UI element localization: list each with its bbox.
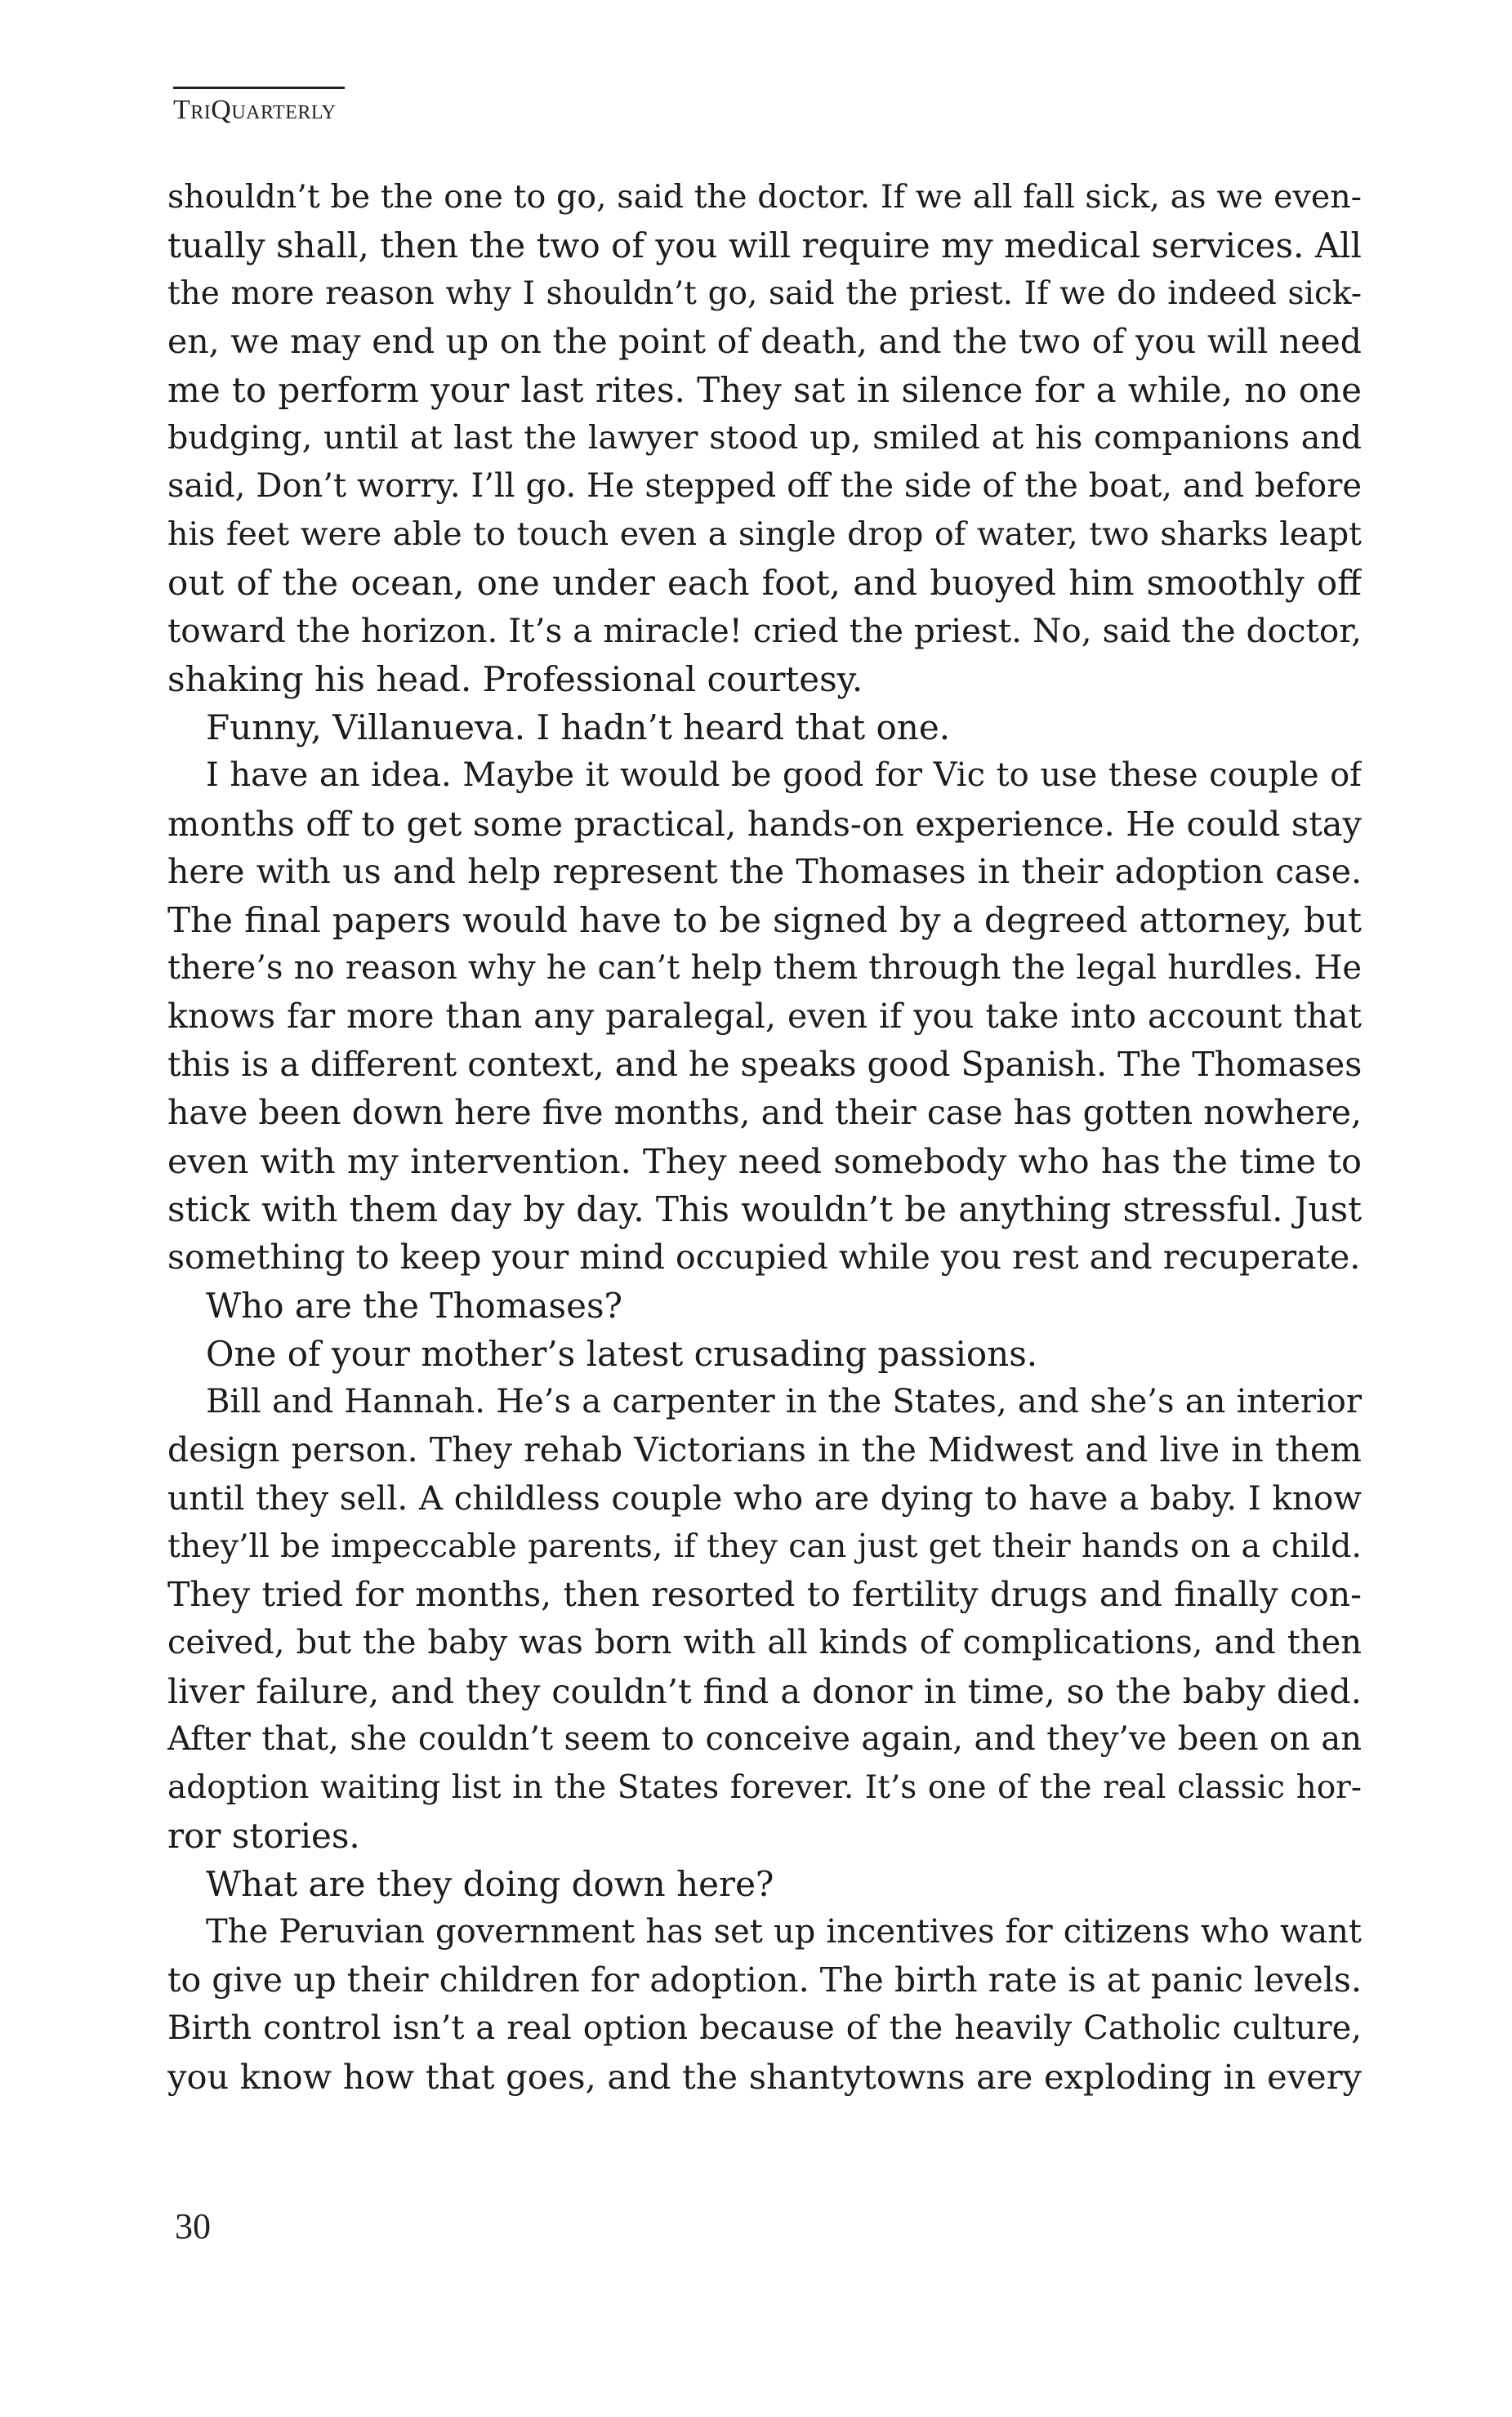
text-line: there’s no reason why he can’t help them through the legal hurdles. He [167, 949, 1362, 987]
text-line: ceived, but the baby was born with all kinds of complications, and then [167, 1624, 1362, 1661]
body-text [167, 173, 1362, 2101]
text-line: me to perform your last rites. They sat in silence for a while, no one [167, 370, 1362, 410]
text-line: shouldn’t be the one to go, said the doctor. If we all fall sick, as we even- [167, 178, 1362, 216]
text-line: months off to get some practical, hands-on experience. He could stay [167, 804, 1362, 844]
text-line: knows far more than any paralegal, even if you take into account that [167, 997, 1362, 1036]
text-line: out of the ocean, one under each foot, and buoyed him smoothly off [167, 563, 1362, 603]
text-line: you know how that goes, and the shantytowns are exploding in every [167, 2057, 1362, 2097]
text-line: here with us and help represent the Thomases in their adoption case. [167, 852, 1362, 891]
text-line: shaking his head. Professional courtesy. [167, 659, 863, 699]
text-line: even with my intervention. They need somebody who has the time to [167, 1141, 1362, 1181]
text-line: What are they doing down here? [206, 1864, 774, 1904]
text-line: Funny, Villanueva. I hadn’t heard that one. [206, 707, 951, 747]
text-line: this is a different context, and he speaks good Spanish. The Thomases [167, 1045, 1362, 1084]
text-line: One of your mother’s latest crusading passions. [206, 1334, 1038, 1374]
text-line: liver failure, and they couldn’t find a donor in time, so the baby died. [167, 1671, 1362, 1711]
running-head: TriQuarterly [173, 95, 337, 125]
text-line: They tried for months, then resorted to fertility drugs and finally con- [167, 1575, 1362, 1614]
text-line: After that, she couldn’t seem to conceive again, and they’ve been on an [167, 1720, 1362, 1758]
text-line: something to keep your mind occupied while you rest and recuperate. [167, 1237, 1361, 1277]
text-line: Bill and Hannah. He’s a carpenter in the States, and she’s an interior [206, 1383, 1362, 1420]
text-line: toward the horizon. It’s a miracle! cried the priest. No, said the doctor, [167, 611, 1362, 650]
text-line: until they sell. A childless couple who are dying to have a baby. I know [167, 1478, 1362, 1518]
text-line: tually shall, then the two of you will require my medical services. All [167, 225, 1362, 265]
text-line: the more reason why I shouldn’t go, said the priest. If we do indeed sick- [167, 275, 1362, 312]
text-line: said, Don’t worry. I’ll go. He stepped off the side of the boat, and before [167, 467, 1362, 505]
text-line: his feet were able to touch even a single drop of water, two sharks leapt [167, 515, 1362, 553]
page-number: 30 [175, 2206, 211, 2246]
text-line: stick with them day by day. This wouldn’t be anything stressful. Just [167, 1189, 1362, 1229]
text-line: adoption waiting list in the States forever. It’s one of the real classic hor- [167, 1769, 1362, 1806]
text-line: ror stories. [167, 1816, 360, 1856]
text-line: to give up their children for adoption. The birth rate is at panic levels. [167, 1960, 1362, 2000]
text-line: they’ll be impeccable parents, if they can just get their hands on a child. [167, 1527, 1362, 1565]
text-line: I have an idea. Maybe it would be good for Vic to use these couple of [206, 756, 1362, 794]
text-line: Who are the Thomases? [206, 1286, 623, 1326]
text-line: Birth control isn’t a real option because of the heavily Catholic culture, [167, 2009, 1362, 2047]
text-line: design person. They rehab Victorians in the Midwest and live in them [167, 1430, 1362, 1469]
text-line: The final papers would have to be signed by a degreed attorney, but [167, 900, 1362, 940]
text-line: have been down here five months, and their case has gotten nowhere, [167, 1093, 1362, 1132]
text-line: budging, until at last the lawyer stood up, smiled at his companions and [167, 419, 1362, 457]
text-line: The Peruvian government has set up incentives for citizens who want [206, 1913, 1362, 1951]
text-line: en, we may end up on the point of death, and the two of you will need [167, 322, 1362, 361]
header-rule [173, 87, 345, 89]
